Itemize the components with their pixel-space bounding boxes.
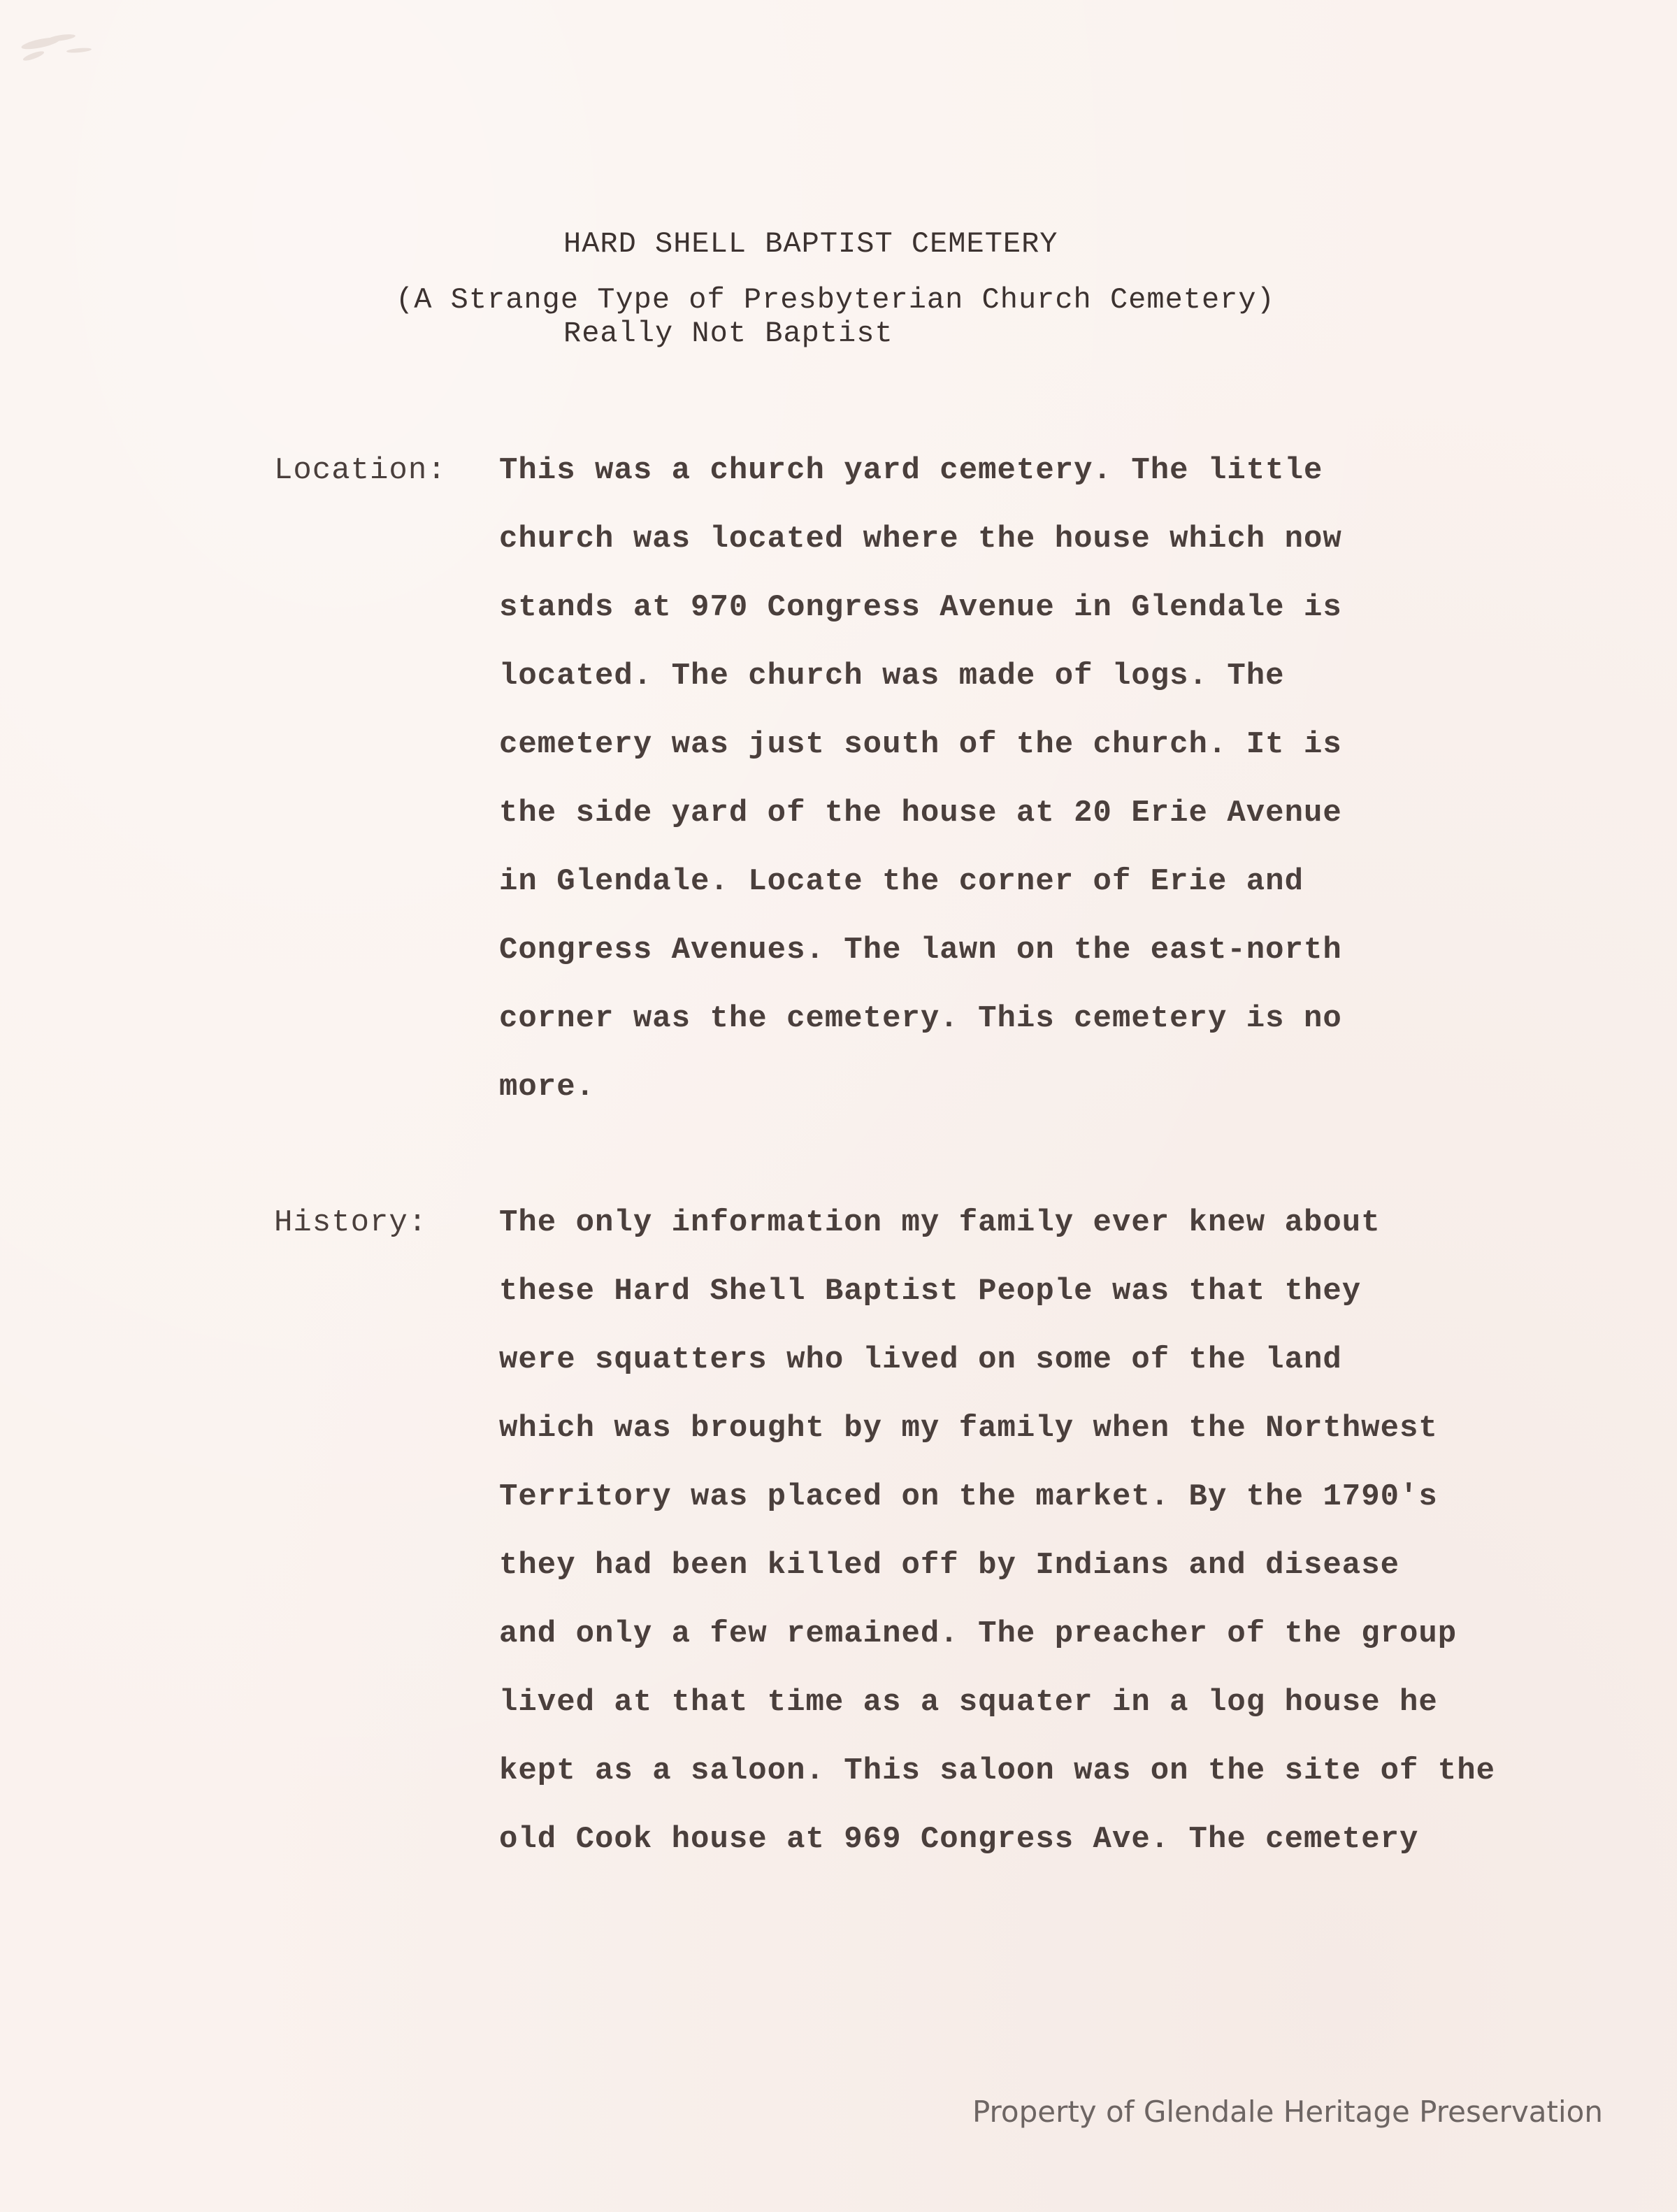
- history-line: and only a few remained. The preacher of the group: [499, 1616, 1458, 1651]
- history-line: which was brought by my family when the Northwest: [499, 1411, 1438, 1446]
- history-line: these Hard Shell Baptist People was that they: [499, 1274, 1362, 1309]
- location-line: This was a church yard cemetery. The little: [499, 453, 1323, 488]
- history-line: kept as a saloon. This saloon was on the site of the: [499, 1753, 1496, 1788]
- history-line: The only information my family ever knew about: [499, 1205, 1381, 1240]
- location-line: the side yard of the house at 20 Erie Avenue: [499, 796, 1342, 831]
- document-title: HARD SHELL BAPTIST CEMETERY: [563, 227, 1058, 261]
- paper-smudge: [13, 22, 117, 71]
- location-line: more.: [499, 1070, 596, 1105]
- watermark-text: Property of Glendale Heritage Preservation: [972, 2095, 1603, 2129]
- location-line: church was located where the house which now: [499, 522, 1342, 556]
- history-line: lived at that time as a squater in a log house he: [499, 1685, 1438, 1720]
- location-line: Congress Avenues. The lawn on the east-north: [499, 933, 1342, 968]
- document-subtitle: (A Strange Type of Presbyterian Church Cemetery): [396, 283, 1275, 317]
- location-line: located. The church was made of logs. The: [499, 659, 1285, 694]
- history-line: they had been killed off by Indians and disease: [499, 1548, 1400, 1583]
- document-subtitle-2: Really Not Baptist: [563, 317, 893, 350]
- location-line: stands at 970 Congress Avenue in Glendale is: [499, 590, 1342, 625]
- section-label-history: History:: [274, 1205, 428, 1240]
- location-line: cemetery was just south of the church. It is: [499, 727, 1342, 762]
- history-line: were squatters who lived on some of the land: [499, 1342, 1342, 1377]
- history-line: old Cook house at 969 Congress Ave. The cemetery: [499, 1822, 1419, 1857]
- location-line: in Glendale. Locate the corner of Erie and: [499, 864, 1304, 899]
- section-label-location: Location:: [274, 453, 447, 488]
- location-line: corner was the cemetery. This cemetery is no: [499, 1001, 1342, 1036]
- history-line: Territory was placed on the market. By the 1790's: [499, 1479, 1438, 1514]
